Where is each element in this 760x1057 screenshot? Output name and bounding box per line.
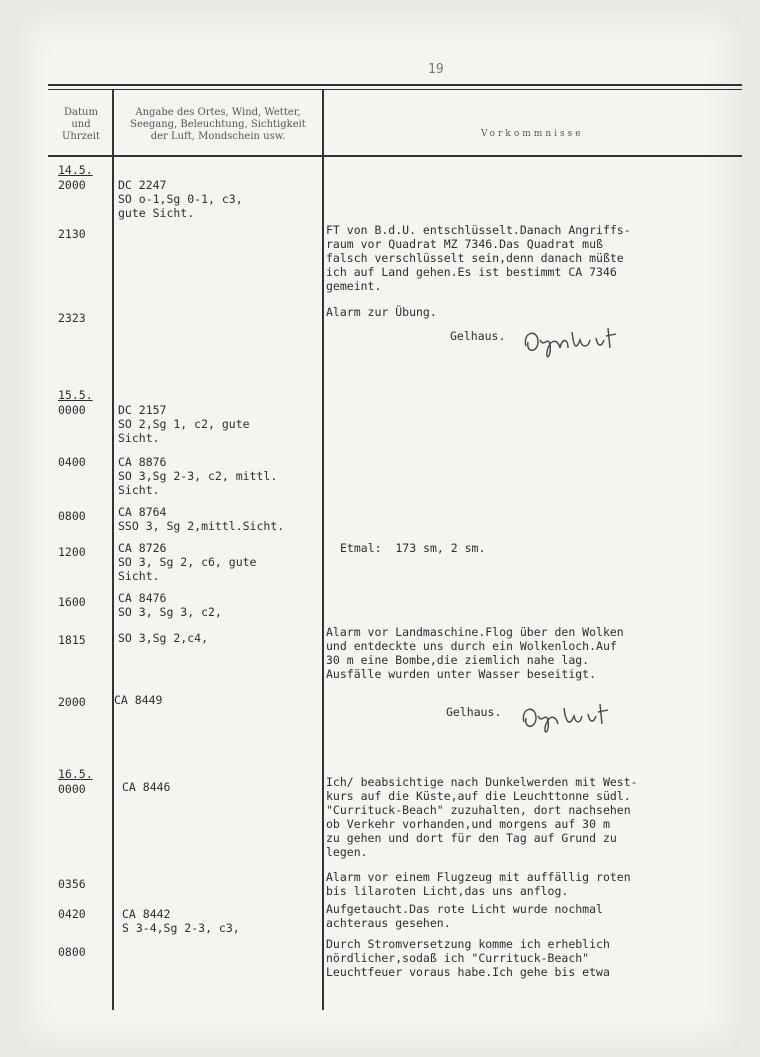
position-line: gute Sicht. [118,206,195,220]
time-2000: 2000 [58,178,86,192]
header-datum [52,107,110,143]
signature-name: Gelhaus. [446,705,502,719]
event-line: zu gehen und dort für den Tag auf Grund zu [326,831,617,845]
time-0420: 0420 [58,907,86,921]
position-line: Sicht. [118,483,160,497]
event-line: ich auf Land gehen.Es ist bestimmt CA 7346 [326,265,617,279]
event-line: ob Verkehr vorhanden,und morgens auf 30 m [326,817,610,831]
logbook-page [18,12,740,1047]
time-1815: 1815 [58,633,86,647]
header-bottom-rule [48,155,742,157]
time-0000: 0000 [58,403,86,417]
top-rule-second [48,89,742,90]
position-line: CA 8446 [122,780,171,794]
time-2130: 2130 [58,227,86,241]
time-1600: 1600 [58,595,86,609]
header-ort [116,107,320,143]
top-double-rule [48,84,742,86]
date-16-5: 16.5. [58,767,93,781]
position-line: CA 8876 [118,455,167,469]
position-line: DC 2247 [118,178,167,192]
position-line: SO 2,Sg 1, c2, gute [118,417,250,431]
handwritten-signature [514,696,614,740]
event-line: Alarm zur Übung. [326,305,437,319]
event-line: 30 m eine Bombe,die ziemlich nahe lag. [326,653,590,667]
event-line: und entdeckte uns durch ein Wolkenloch.Auf [326,639,617,653]
header-datum-line3: Uhrzeit [61,131,101,142]
position-line: CA 8476 [118,591,167,605]
position-line: CA 8449 [114,693,163,707]
handwritten-signature [518,318,628,366]
event-line: Durch Stromversetzung komme ich erheblich [326,937,610,951]
event-line: legen. [326,845,368,859]
page-number: 19 [428,62,444,77]
time-0400: 0400 [58,455,86,469]
time-2323: 2323 [58,311,86,325]
time-0356: 0356 [58,877,86,891]
time-0000: 0000 [58,782,86,796]
header-ort-line3: der Luft, Mondschein usw. [150,131,286,142]
event-line: achteraus gesehen. [326,916,451,930]
header-ort-line1: Angabe des Ortes, Wind, Wetter, [135,107,301,118]
event-line: nördlicher,sodaß ich "Currituck-Beach" [326,951,590,965]
header-datum-line1: Datum [64,107,98,118]
event-line: Leuchtfeuer voraus habe.Ich gehe bis etwa [326,965,610,979]
time-0800: 0800 [58,945,86,959]
position-line: S 3-4,Sg 2-3, c3, [122,921,240,935]
signature-name: Gelhaus. [450,329,506,343]
event-line: bis lilaroten Licht,das uns anflog. [326,884,569,898]
position-line: SO 3, Sg 2, c6, gute [118,555,257,569]
position-line: SO 3,Sg 2,c4, [118,631,209,645]
header-ort-line2: Seegang, Beleuchtung, Sichtigkeit [130,119,306,130]
position-line: SO 3, Sg 3, c2, [118,605,222,619]
time-1200: 1200 [58,545,86,559]
column-divider-2 [322,90,324,1010]
position-line: SSO 3, Sg 2,mittl.Sicht. [118,519,285,533]
event-line: Alarm vor Landmaschine.Flog über den Wolken [326,625,624,639]
position-line: DC 2157 [118,403,167,417]
event-line: gemeint. [326,279,382,293]
position-line: Sicht. [118,431,160,445]
event-line: FT von B.d.U. entschlüsselt.Danach Angriffs- [326,223,631,237]
event-line: kurs auf die Küste,auf die Leuchttonne südl. [326,789,631,803]
event-line: Ausfälle wurden unter Wasser beseitigt. [326,667,597,681]
position-line: SO 3,Sg 2-3, c2, mittl. [118,469,278,483]
position-line: CA 8442 [122,907,171,921]
event-line: Alarm vor einem Flugzeug mit auffällig roten [326,870,631,884]
time-0800: 0800 [58,509,86,523]
header-vorkommnisse: Vorkommnisse [481,129,584,139]
event-line: raum vor Quadrat MZ 7346.Das Quadrat muß [326,237,603,251]
event-line: "Currituck-Beach" zuzuhalten, dort nachsehen [326,803,631,817]
time-2000: 2000 [58,695,86,709]
event-line: falsch verschlüsselt sein,denn danach müßte [326,251,624,265]
position-line: SO o-1,Sg 0-1, c3, [118,192,243,206]
position-line: CA 8726 [118,541,167,555]
event-line: Ich/ beabsichtige nach Dunkelwerden mit West- [326,775,638,789]
date-14-5: 14.5. [58,163,93,177]
header-datum-line2: und [71,119,91,130]
etmal-line: Etmal: 173 sm, 2 sm. [340,541,486,555]
event-line: Aufgetaucht.Das rote Licht wurde nochmal [326,902,603,916]
position-line: Sicht. [118,569,160,583]
column-divider-1 [112,90,114,1010]
date-15-5: 15.5. [58,388,93,402]
position-line: CA 8764 [118,505,167,519]
